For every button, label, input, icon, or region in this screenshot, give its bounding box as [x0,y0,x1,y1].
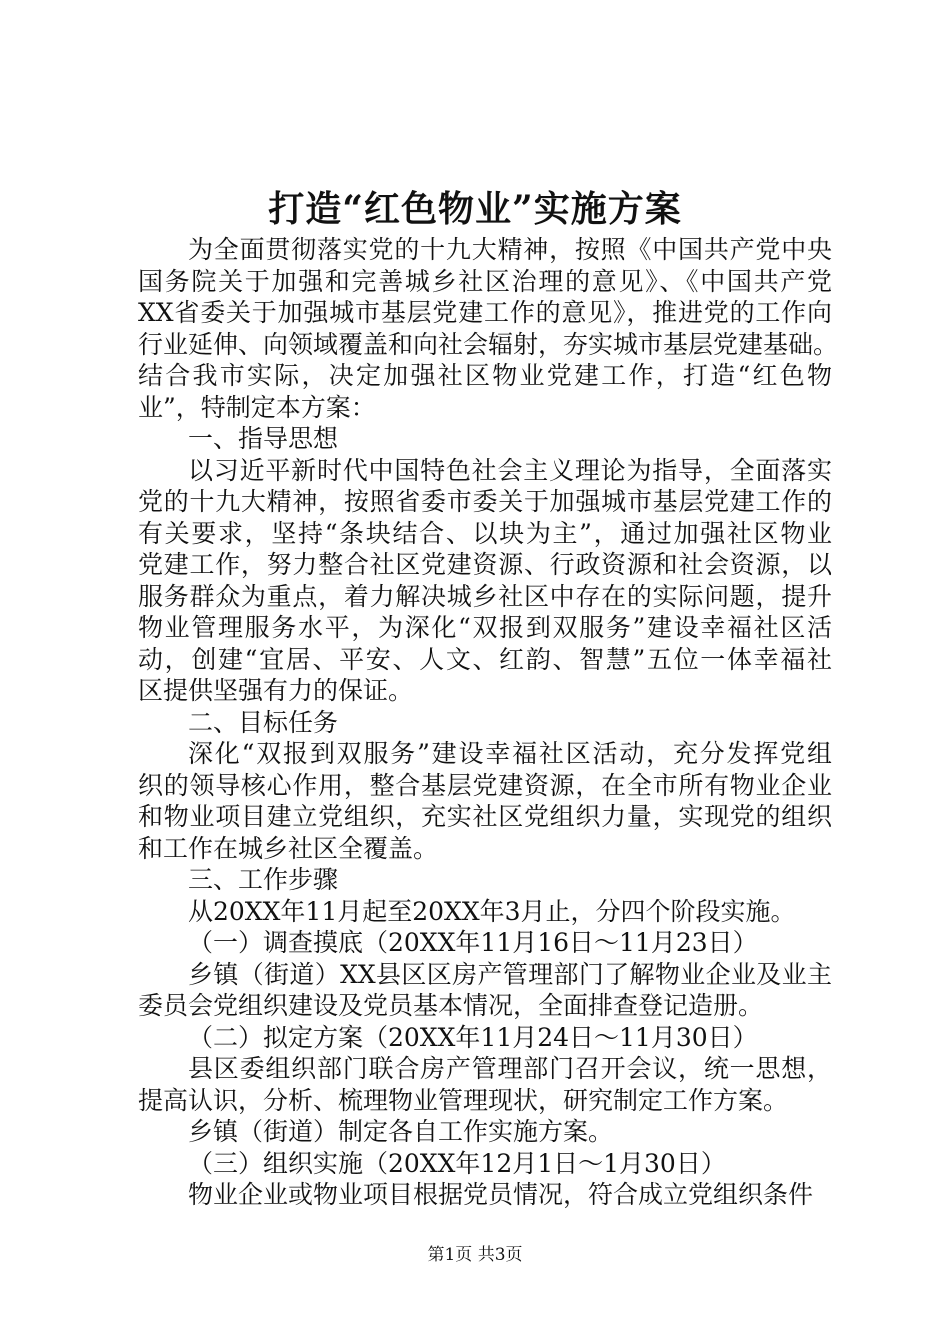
text-line: 提高认识，分析、梳理物业管理现状，研究制定工作方案。 [138,1085,789,1115]
text-line: 和物业项目建立党组织，充实社区党组织力量，实现党的组织 [138,802,832,831]
text-line: 乡镇（街道）XX县区区房产管理部门了解物业企业及业主 [188,959,832,989]
text-line: 有关要求，坚持“条块结合、以块为主”，通过加强社区物业 [138,518,832,548]
text-line: （一）调查摸底（20XX年11月16日～11月23日） [188,928,758,957]
text-line: 以习近平新时代中国特色社会主义理论为指导，全面落实 [188,455,832,485]
text-line: 三、工作步骤 [188,865,339,894]
text-line: 委员会党组织建设及党员基本情况，全面排查登记造册。 [138,991,764,1020]
text-line: 物业管理服务水平，为深化“双报到双服务”建设幸福社区活 [138,613,832,642]
text-line: 服务群众为重点，着力解决城乡社区中存在的实际问题，提升 [138,581,832,611]
page-indicator: 第1页 共3页 [427,1245,523,1265]
text-line: 行业延伸、向领域覆盖和向社会辐射，夯实城市基层党建基础。 [138,329,839,359]
text-line: 一、指导思想 [188,424,339,453]
text-line: （二）拟定方案（20XX年11月24日～11月30日） [188,1022,758,1052]
text-line: 为全面贯彻落实党的十九大精神，按照《中国共产党中央 [188,235,832,264]
text-line: 区提供坚强有力的保证。 [138,676,414,705]
text-line: 二、目标任务 [188,707,339,737]
text-line: 国务院关于加强和完善城乡社区治理的意见》、《中国共产党 [138,266,832,296]
text-line: 动，创建“宜居、平安、人文、红韵、智慧”五位一体幸福社 [138,644,832,674]
text-line: 深化“双报到双服务”建设幸福社区活动，充分发挥党组 [188,739,832,768]
text-line: （三）组织实施（20XX年12月1日～1月30日） [188,1148,726,1178]
document-body [138,234,839,1211]
text-line: 结合我市实际，决定加强社区物业党建工作，打造“红色物 [138,361,832,390]
text-line: 和工作在城乡社区全覆盖。 [138,833,439,863]
document-title: 打造“红色物业”实施方案 [268,188,682,230]
text-line: 党的十九大精神，按照省委市委关于加强城市基层党建工作的 [138,487,832,516]
text-line: 党建工作，努力整合社区党建资源、行政资源和社会资源，以 [138,550,832,579]
text-line: 乡镇（街道）制定各自工作实施方案。 [188,1117,614,1146]
text-line: 业”，特制定本方案： [138,392,376,422]
text-line: 物业企业或物业项目根据党员情况，符合成立党组织条件 [188,1180,814,1209]
text-line: XX省委关于加强城市基层党建工作的意见》，推进党的工作向 [138,298,832,327]
text-line: 县区委组织部门联合房产管理部门召开会议，统一思想， [188,1054,832,1083]
text-line: 织的领导核心作用，整合基层党建资源，在全市所有物业企业 [138,770,832,800]
text-line: 从20XX年11月起至20XX年3月止，分四个阶段实施。 [188,896,796,926]
